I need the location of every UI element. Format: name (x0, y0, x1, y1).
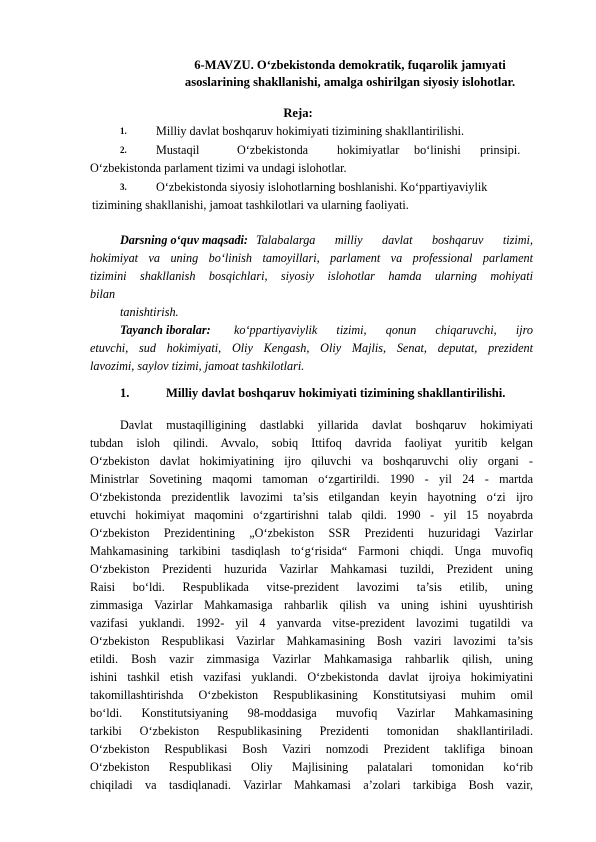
topic-title-line-1: 6-MAVZU. O‘zbekistonda demokratik, fuqarolik jamıyati (194, 58, 506, 72)
goal-line-3: tizimini shakllanish bosqichlari, siyosiy islohotlar hamda ularning mohiyati (90, 269, 533, 283)
keywords-line-3: lavozimi, saylov tizimi, jamoat tashkilotlari. (90, 359, 305, 373)
plan-item-2-number: 2. (120, 145, 127, 155)
section-1-number: 1. (120, 386, 130, 400)
plan-item-2-word-1: Mustaqil (156, 143, 200, 157)
goal-line-1: Talabalarga milliy davlat boshqaruv tizimi, (256, 233, 533, 247)
keywords-label: Tayanch iboralar: (120, 323, 211, 337)
body-line: takomillashtirishda O‘zbekiston Respublikasining Konstitutsiyasi muhim omil (90, 688, 533, 702)
plan-heading: Reja: (283, 106, 313, 120)
body-line: O‘zbekiston Prezidenti huzurida Vazirlar Mahkamasi tuzildi, Prezident uning (90, 562, 533, 576)
body-line: bo‘ldi. Konstitutsiyaning 98-moddasiga muvofiq Vazirlar Mahkamasining (90, 706, 533, 720)
plan-item-1-number: 1. (120, 126, 127, 136)
plan-item-2-word-5: prinsipi. (480, 143, 521, 157)
goal-label: Darsning o‘quv maqsadi: (120, 233, 248, 247)
body-line: ishini tashkil etish vazifasi yuklandi. O‘zbekistonda davlat ijroiya hokimiyatini (90, 670, 533, 684)
plan-item-2-word-3: hokimiyatlar (337, 143, 400, 157)
body-line: tarkibi O‘zbekiston Respublikasining Prezidenti tomonidan shakllantiriladi. (90, 724, 533, 738)
body-line: O‘zbekiston davlat hokimiyatining ijro qiluvchi va boshqaruvchi oliy organi - (90, 454, 533, 468)
body-line: vazifasi yuklandi. 1992- yil 4 yanvarda vitse-prezident lavozimi tugatildi va (90, 616, 533, 630)
body-line: O‘zbekiston Respublikasi Bosh Vaziri nomzodi Prezident taklifiga binoan (90, 742, 533, 756)
topic-title-line-2: asoslarining shakllanishi, amalga oshirilgan siyosiy islohotlar. (184, 75, 516, 89)
plan-item-2-word-4: bo‘linishi (414, 143, 461, 157)
plan-item-2-text-cont: O‘zbekistonda parlament tizimi va undagi islohotlar. (90, 161, 347, 175)
body-line: Ministrlar Sovetining maqomi tamoman o‘zgartirildi. 1990 - yil 24 - martda (90, 472, 533, 486)
body-line: Raisi bo‘ldi. Respublikada vitse-prezident lavozimi ta’sis etilib, uning (90, 580, 533, 594)
body-line: O‘zbekistonda prezidentlik lavozimi ta’sis etilgandan keyin hayotning o‘zi ijro (90, 490, 533, 504)
body-line: etuvchi hokimiyat maqomini o‘zgartirishni talab qildi. 1990 - yil 15 noyabrda (90, 508, 533, 522)
body-line: O‘zbekiston Respublikasi Oliy Majlisining palatalari tomonidan ko‘rib (90, 760, 533, 774)
body-line: zimmasiga Vazirlar Mahkamasiga rahbarlik qilish va uning ishini uyushtirish (90, 598, 533, 612)
body-line: etildi. Bosh vazir zimmasiga Vazirlar Mahkamasiga rahbarlik qilish, uning (90, 652, 533, 666)
goal-line-5: tanishtirish. (120, 305, 179, 319)
keywords-line-1: ko‘ppartiyaviylik tizimi, qonun chiqaruvchi, ijro (234, 323, 533, 337)
body-line: Mahkamasining tarkibini tasdiqlash to‘g‘risida“ Farmoni chiqdi. Unga muvofiq (90, 544, 533, 558)
plan-item-3-number: 3. (120, 182, 127, 192)
body-line: O‘zbekiston Prezidentining „O‘zbekiston SSR Prezidenti huzuridagi Vazirlar (90, 526, 533, 540)
plan-item-3-text: O‘zbekistonda siyosiy islohotlarning boshlanishi. Ko‘ppartiyaviylik (156, 180, 488, 194)
goal-line-4: bilan (90, 287, 116, 301)
plan-item-2-word-2: O‘zbekistonda (237, 143, 309, 157)
keywords-line-2: etuvchi, sud hokimiyati, Oliy Kengash, Oliy Majlis, Senat, deputat, prezident (90, 341, 533, 355)
body-line: chiqiladi va tasdiqlanadi. Vazirlar Mahkamasi a’zolari tarkibiga Bosh vazir, (90, 778, 533, 792)
goal-line-2: hokimiyat va uning bo‘linish tamoyillari, parlament va professional parlament (90, 251, 533, 265)
body-line: Davlat mustaqilligining dastlabki yillarida davlat boshqaruv hokimiyati (120, 418, 533, 432)
plan-item-1-text: Milliy davlat boshqaruv hokimiyati tizimining shakllantirilishi. (156, 124, 465, 138)
plan-item-3-text-cont: tizimining shakllanishi, jamoat tashkilotlari va ularning faoliyati. (92, 198, 409, 212)
section-1-title: Milliy davlat boshqaruv hokimiyati tizimining shakllantirilishi. (166, 386, 506, 400)
body-line: tubdan isloh qilindi. Avvalo, sobiq Ittifoq davrida faoliyat yuritib kelgan (90, 436, 533, 450)
body-line: O‘zbekiston Respublikasi Vazirlar Mahkamasining Bosh vaziri lavozimi ta’sis (90, 634, 533, 648)
